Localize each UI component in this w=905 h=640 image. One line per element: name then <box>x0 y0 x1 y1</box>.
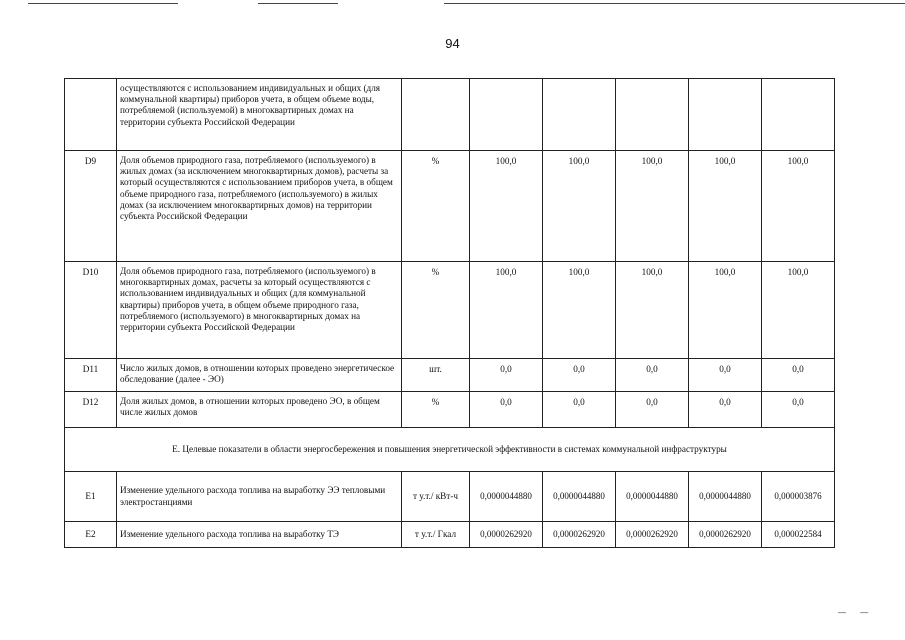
row-value: 100,0 <box>689 151 762 262</box>
row-name: Изменение удельного расхода топлива на выработку ТЭ <box>117 522 402 548</box>
row-value: 100,0 <box>543 262 616 359</box>
row-name: Доля объемов природного газа, потребляемого (используемого) в многоквартирных домах, расчеты за который осуществляются с использованием индивидуальных и общих (для коммунальной квартиры) приборов учета, в общем объеме природного газа, потребляемого (используемого) в многоквартирных домах на территории субъекта Российской Федерации <box>117 262 402 359</box>
page-number: 94 <box>445 36 460 51</box>
row-code: E1 <box>65 472 117 522</box>
indicators-table <box>64 78 835 548</box>
row-value: 0,0000044880 <box>543 472 616 522</box>
row-name: Доля жилых домов, в отношении которых проведено ЭО, в общем числе жилых домов <box>117 392 402 428</box>
row-code: D12 <box>65 392 117 428</box>
row-unit: % <box>402 151 470 262</box>
row-value <box>689 79 762 151</box>
table-row <box>65 392 835 428</box>
row-value: 0,0 <box>762 359 835 392</box>
row-value: 0,0000044880 <box>616 472 689 522</box>
row-value: 100,0 <box>616 151 689 262</box>
table-row <box>65 262 835 359</box>
row-value: 0,0 <box>543 359 616 392</box>
row-code: D11 <box>65 359 117 392</box>
row-value: 0,0000262920 <box>543 522 616 548</box>
section-header-row <box>65 428 835 472</box>
row-unit: % <box>402 262 470 359</box>
row-unit: т у.т./ Гкал <box>402 522 470 548</box>
row-value: 0,0 <box>689 359 762 392</box>
row-value: 0,0000262920 <box>616 522 689 548</box>
table-row <box>65 522 835 548</box>
scan-top-line-mid <box>258 3 338 4</box>
row-value: 100,0 <box>762 262 835 359</box>
row-value: 0,0 <box>616 359 689 392</box>
row-code: E2 <box>65 522 117 548</box>
row-code <box>65 79 117 151</box>
row-value <box>470 79 543 151</box>
row-unit <box>402 79 470 151</box>
row-value <box>616 79 689 151</box>
row-name: осуществляются с использованием индивидуальных и общих (для коммунальной квартиры) приборов учета, в общем объеме воды, потребляемой (используемой) в многоквартирных домах на территории субъекта Российской Федерации <box>117 79 402 151</box>
row-unit: % <box>402 392 470 428</box>
scan-top-line-left <box>28 3 178 4</box>
row-value: 0,0 <box>470 392 543 428</box>
row-name: Число жилых домов, в отношении которых проведено энергетическое обследование (далее - ЭО) <box>117 359 402 392</box>
row-value: 100,0 <box>470 262 543 359</box>
row-value <box>543 79 616 151</box>
row-value: 0,0000262920 <box>689 522 762 548</box>
row-value: 100,0 <box>616 262 689 359</box>
row-value: 0,0 <box>470 359 543 392</box>
row-value: 100,0 <box>470 151 543 262</box>
row-name: Доля объемов природного газа, потребляемого (используемого) в жилых домах (за исключением многоквартирных домов), расчеты за который осуществляются с использованием приборов учета, в общем объеме природного газа, потребляемого (используемого) в жилых домах (за исключением многоквартирных домов) на территории субъекта Российской Федерации <box>117 151 402 262</box>
table-row <box>65 359 835 392</box>
table-row <box>65 79 835 151</box>
scan-top-line-right <box>444 3 905 4</box>
row-value: 0,000022584 <box>762 522 835 548</box>
row-value: 0,0000044880 <box>470 472 543 522</box>
row-value: 0,0 <box>762 392 835 428</box>
row-value: 100,0 <box>762 151 835 262</box>
row-value: 100,0 <box>689 262 762 359</box>
row-value: 0,0000262920 <box>470 522 543 548</box>
table-row <box>65 472 835 522</box>
row-value: 0,0 <box>689 392 762 428</box>
row-code: D10 <box>65 262 117 359</box>
row-value: 0,000003876 <box>762 472 835 522</box>
row-value: 0,0 <box>543 392 616 428</box>
table-row <box>65 151 835 262</box>
row-value <box>762 79 835 151</box>
row-value: 0,0000044880 <box>689 472 762 522</box>
row-unit: т у.т./ кВт-ч <box>402 472 470 522</box>
row-code: D9 <box>65 151 117 262</box>
scan-corner-marks: — — <box>838 608 875 617</box>
section-e-title: Е. Целевые показатели в области энергосбережения и повышения энергетической эффективности в системах коммунальной инфраструктуры <box>65 428 835 472</box>
row-unit: шт. <box>402 359 470 392</box>
row-value: 100,0 <box>543 151 616 262</box>
row-name: Изменение удельного расхода топлива на выработку ЭЭ тепловыми электростанциями <box>117 472 402 522</box>
row-value: 0,0 <box>616 392 689 428</box>
